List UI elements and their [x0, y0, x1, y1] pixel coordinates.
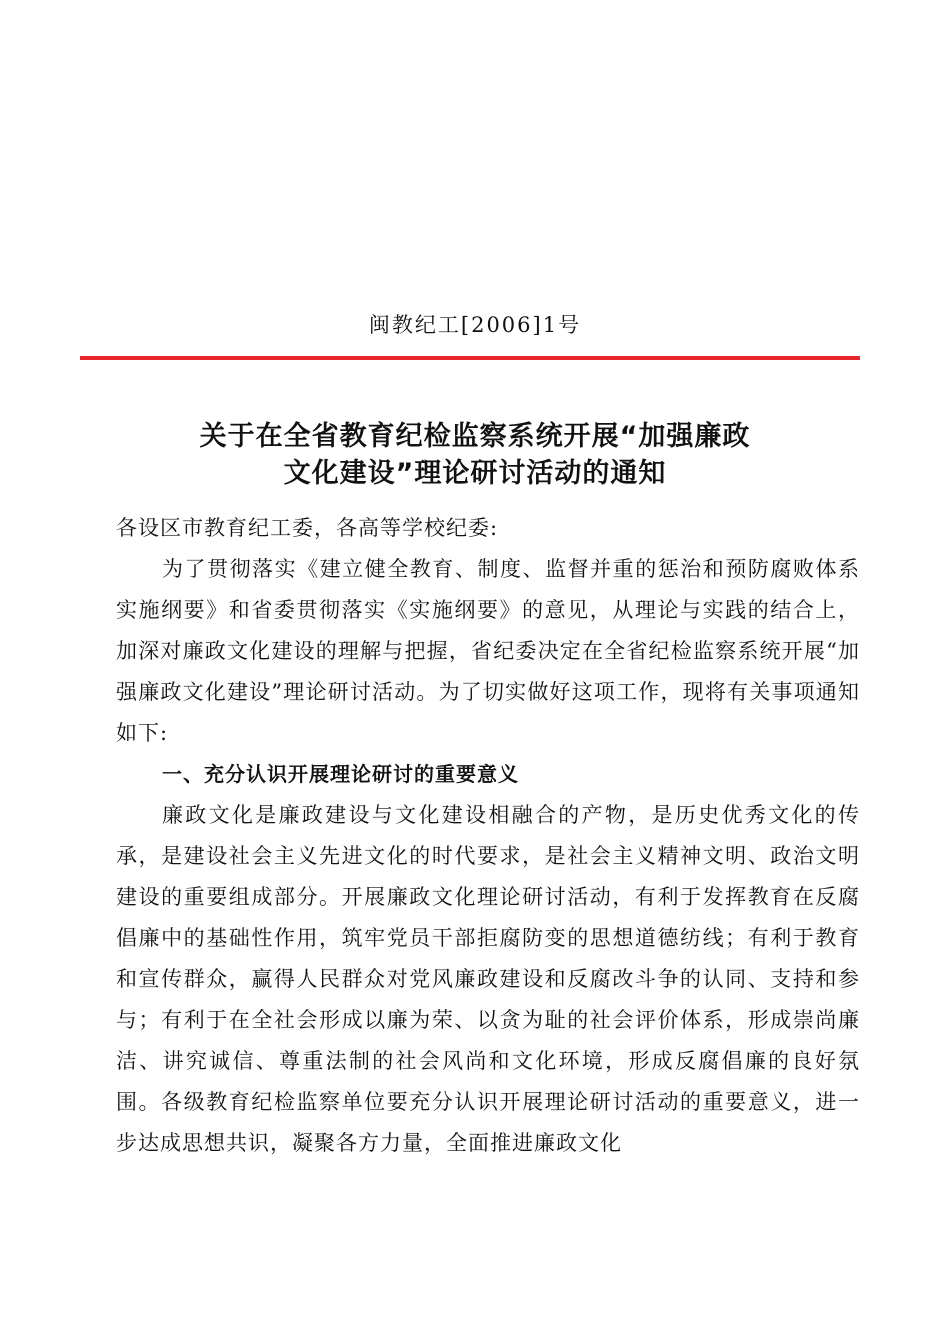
document-title [80, 418, 870, 492]
document-body [116, 508, 860, 1164]
document-number: 闽教纪工[2006]1号 [368, 313, 582, 337]
title-line-1: 关于在全省教育纪检监察系统开展“加强廉政 [199, 421, 751, 452]
paragraph-section-1: 廉政文化是廉政建设与文化建设相融合的产物，是历史优秀文化的传承，是建设社会主义先进文化的时代要求，是社会主义精神文明、政治文明建设的重要组成部分。开展廉政文化理论研讨活动，有利于发挥教育在反腐倡廉中的基础性作用，筑牢党员干部拒腐防变的思想道德纺线；有利于教育和宣传群众，赢得人民群众对党风廉政建设和反腐改斗争的认同、支持和参与；有利于在全社会形成以廉为荣、以贪为耻的社会评价体系，形成崇尚廉洁、讲究诚信、尊重法制的社会风尚和文化环境，形成反腐倡廉的良好氛围。各级教育纪检监察单位要充分认识开展理论研讨活动的重要意义，进一步达成思想共识，凝聚各方力量，全面推进廉政文化 [116, 803, 860, 1155]
red-divider-rule [80, 356, 860, 360]
section-heading-1: 一、充分认识开展理论研讨的重要意义 [162, 762, 519, 786]
title-line-2: 文化建设”理论研讨活动的通知 [283, 458, 667, 489]
salutation: 各设区市教育纪工委，各高等学校纪委: [116, 516, 499, 540]
paragraph-intro: 为了贯彻落实《建立健全教育、制度、监督并重的惩治和预防腐败体系实施纲要》和省委贯彻落实《实施纲要》的意见，从理论与实践的结合上，加深对廉政文化建设的理解与把握，省纪委决定在全省纪检监察系统开展“加强廉政文化建设”理论研讨活动。为了切实做好这项工作，现将有关事项通知如下: [116, 557, 860, 745]
